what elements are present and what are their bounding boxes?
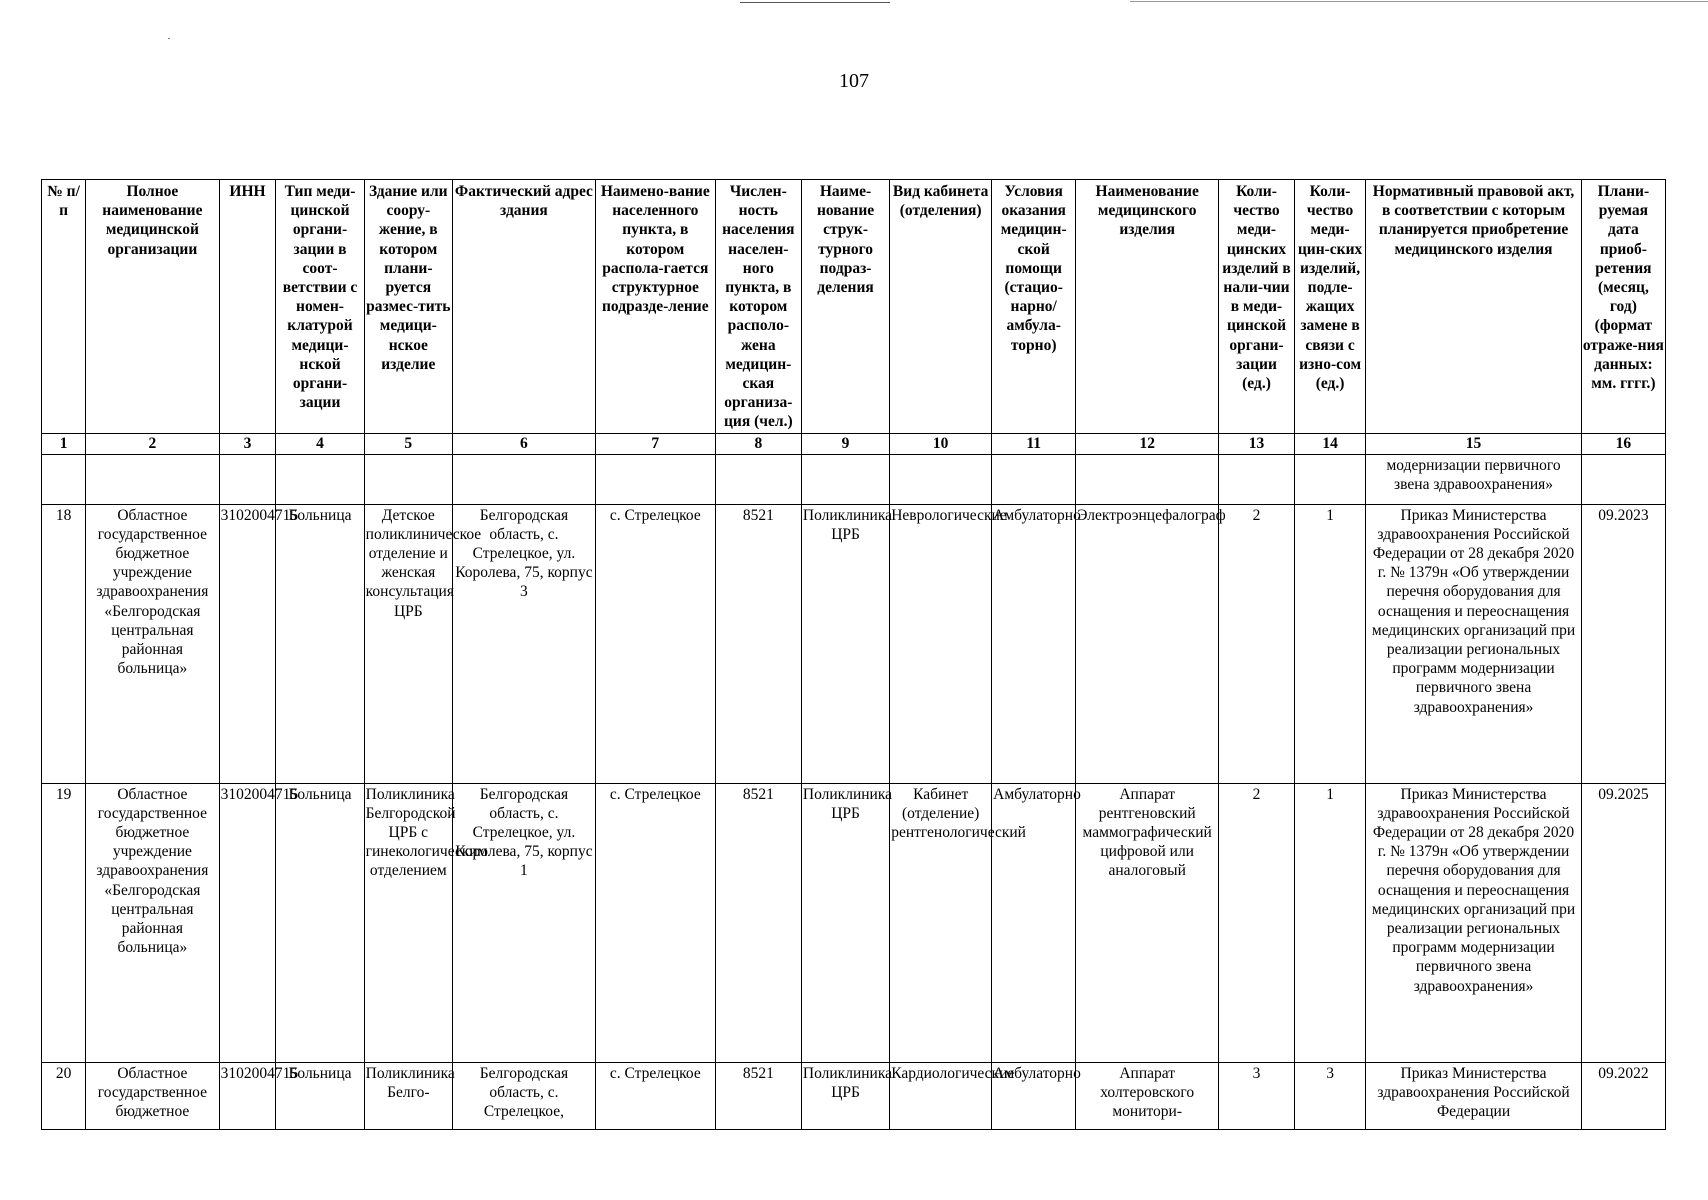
table-row: [42, 783, 1666, 1062]
table-cell: [715, 454, 801, 504]
population: 8521: [715, 504, 801, 783]
scan-speck: [168, 38, 170, 39]
table-cell: [452, 454, 595, 504]
table-row: [42, 504, 1666, 783]
row-number: 19: [42, 783, 86, 1062]
org-type: Больница: [276, 1062, 364, 1129]
building: Поликлиника Белгородской ЦРБ с гинекологическим отделением: [364, 783, 452, 1062]
address: Белгородская область, с. Стрелецкое, ул. Королева, 75, корпус 1: [452, 783, 595, 1062]
table-cell: [276, 454, 364, 504]
table-row: [42, 1062, 1666, 1129]
qty-replace: 1: [1294, 504, 1365, 783]
table-cell: [1076, 454, 1219, 504]
table-cell: [801, 454, 889, 504]
device: Электроэнцефалограф: [1076, 504, 1219, 783]
header-cell: № п/п: [42, 180, 86, 434]
header-cell: Наименование медицинского изделия: [1076, 180, 1219, 434]
column-number: 13: [1219, 433, 1295, 454]
building: Поликлиника Белго-: [364, 1062, 452, 1129]
column-number: 2: [86, 433, 219, 454]
header-cell: Вид кабинета (отделения): [890, 180, 992, 434]
header-cell: Фактический адрес здания: [452, 180, 595, 434]
qty-available: 2: [1219, 504, 1295, 783]
unit: Поликлиника ЦРБ: [801, 783, 889, 1062]
cabinet: Кардиологические: [890, 1062, 992, 1129]
column-number: 5: [364, 433, 452, 454]
building: Детское поликлиническое отделение и женская консультация ЦРБ: [364, 504, 452, 783]
qty-available: 3: [1219, 1062, 1295, 1129]
org-name: Областное государственное бюджетное учреждение здравоохранения «Белгородская центральная районная больница»: [86, 783, 219, 1062]
column-number: 15: [1366, 433, 1581, 454]
table-cell: [595, 454, 715, 504]
locality: с. Стрелецкое: [595, 783, 715, 1062]
header-cell: Плани-руемая дата приоб-ретения (месяц, год) (формат отраже-ния данных: мм. гггг.): [1581, 180, 1665, 434]
header-cell: Нормативный правовой акт, в соответствии с которым планируется приобретение медицинского изделия: [1366, 180, 1581, 434]
continuation-text: модернизации первичного звена здравоохранения»: [1366, 454, 1581, 504]
column-number: 4: [276, 433, 364, 454]
header-cell: Наиме-нование струк-турного подраз-деления: [801, 180, 889, 434]
column-number: 10: [890, 433, 992, 454]
cabinet: Неврологические: [890, 504, 992, 783]
table-cell: [219, 454, 276, 504]
header-row: [42, 180, 1666, 434]
scan-artifact-line: [740, 2, 890, 3]
population: 8521: [715, 1062, 801, 1129]
org-name: Областное государственное бюджетное учреждение здравоохранения «Белгородская центральная районная больница»: [86, 504, 219, 783]
address: Белгородская область, с. Стрелецкое, ул. Королева, 75, корпус 3: [452, 504, 595, 783]
page-number: 107: [839, 70, 869, 92]
unit: Поликлиника ЦРБ: [801, 504, 889, 783]
planned-date: 09.2025: [1581, 783, 1665, 1062]
conditions: Амбулаторно: [992, 504, 1076, 783]
column-number: 14: [1294, 433, 1365, 454]
device: Аппарат рентгеновский маммографический цифровой или аналоговый: [1076, 783, 1219, 1062]
conditions: Амбулаторно: [992, 1062, 1076, 1129]
row-number: 18: [42, 504, 86, 783]
table-cell: [992, 454, 1076, 504]
equipment-table: [41, 179, 1666, 1130]
header-cell: ИНН: [219, 180, 276, 434]
org-name: Областное государственное бюджетное: [86, 1062, 219, 1129]
inn: 3102004715: [219, 1062, 276, 1129]
column-number: 1: [42, 433, 86, 454]
qty-available: 2: [1219, 783, 1295, 1062]
qty-replace: 1: [1294, 783, 1365, 1062]
table-cell: [364, 454, 452, 504]
locality: с. Стрелецкое: [595, 1062, 715, 1129]
column-number: 16: [1581, 433, 1665, 454]
continuation-row: [42, 454, 1666, 504]
table-cell: [42, 454, 86, 504]
row-number: 20: [42, 1062, 86, 1129]
qty-replace: 3: [1294, 1062, 1365, 1129]
cabinet: Кабинет (отделение) рентгенологический: [890, 783, 992, 1062]
header-cell: Тип меди-цинской органи-зации в соот-ветствии с номен-клатурой медици-нской органи-зации: [276, 180, 364, 434]
header-cell: Коли-чество меди-цинских изделий в нали-чии в меди-цинской органи-зации (ед.): [1219, 180, 1295, 434]
org-type: Больница: [276, 783, 364, 1062]
table-cell: [1581, 454, 1665, 504]
legal-act: Приказ Министерства здравоохранения Российской Федерации от 28 декабря 2020 г. № 1379н «Об утверждении перечня оборудования для оснащения и переоснащения медицинских организаций при реализации региональных программ модернизации первичного звена здравоохранения»: [1366, 504, 1581, 783]
column-number: 8: [715, 433, 801, 454]
conditions: Амбулаторно: [992, 783, 1076, 1062]
table-cell: [890, 454, 992, 504]
column-number: 7: [595, 433, 715, 454]
planned-date: 09.2022: [1581, 1062, 1665, 1129]
table-cell: [1294, 454, 1365, 504]
header-cell: Коли-чество меди-цин-ских изделий, подле-жащих замене в связи с изно-сом (ед.): [1294, 180, 1365, 434]
header-cell: Числен-ность населения населен-ного пункта, в котором располо-жена медицин-ская организа-ция (чел.): [715, 180, 801, 434]
header-cell: Здание или соору-жение, в котором плани-руется размес-тить медици-нское изделие: [364, 180, 452, 434]
planned-date: 09.2023: [1581, 504, 1665, 783]
org-type: Больница: [276, 504, 364, 783]
table-cell: [86, 454, 219, 504]
unit: Поликлиника ЦРБ: [801, 1062, 889, 1129]
inn: 3102004715: [219, 783, 276, 1062]
legal-act: Приказ Министерства здравоохранения Российской Федерации от 28 декабря 2020 г. № 1379н «Об утверждении перечня оборудования для оснащения и переоснащения медицинских организаций при реализации региональных программ модернизации первичного звена здравоохранения»: [1366, 783, 1581, 1062]
device: Аппарат холтеровского монитори-: [1076, 1062, 1219, 1129]
column-number: 11: [992, 433, 1076, 454]
population: 8521: [715, 783, 801, 1062]
scan-artifact-line: [1130, 1, 1708, 2]
column-number: 6: [452, 433, 595, 454]
header-cell: Наимено-вание населенного пункта, в котором распола-гается структурное подразде-ление: [595, 180, 715, 434]
header-cell: Полное наименование медицинской организации: [86, 180, 219, 434]
header-cell: Условия оказания медицин-ской помощи (стацио-нарно/ амбула-торно): [992, 180, 1076, 434]
legal-act: Приказ Министерства здравоохранения Российской Федерации: [1366, 1062, 1581, 1129]
column-number: 9: [801, 433, 889, 454]
table-cell: [1219, 454, 1295, 504]
column-number: 3: [219, 433, 276, 454]
address: Белгородская область, с. Стрелецкое,: [452, 1062, 595, 1129]
column-number-row: [42, 433, 1666, 454]
column-number: 12: [1076, 433, 1219, 454]
inn: 3102004715: [219, 504, 276, 783]
locality: с. Стрелецкое: [595, 504, 715, 783]
